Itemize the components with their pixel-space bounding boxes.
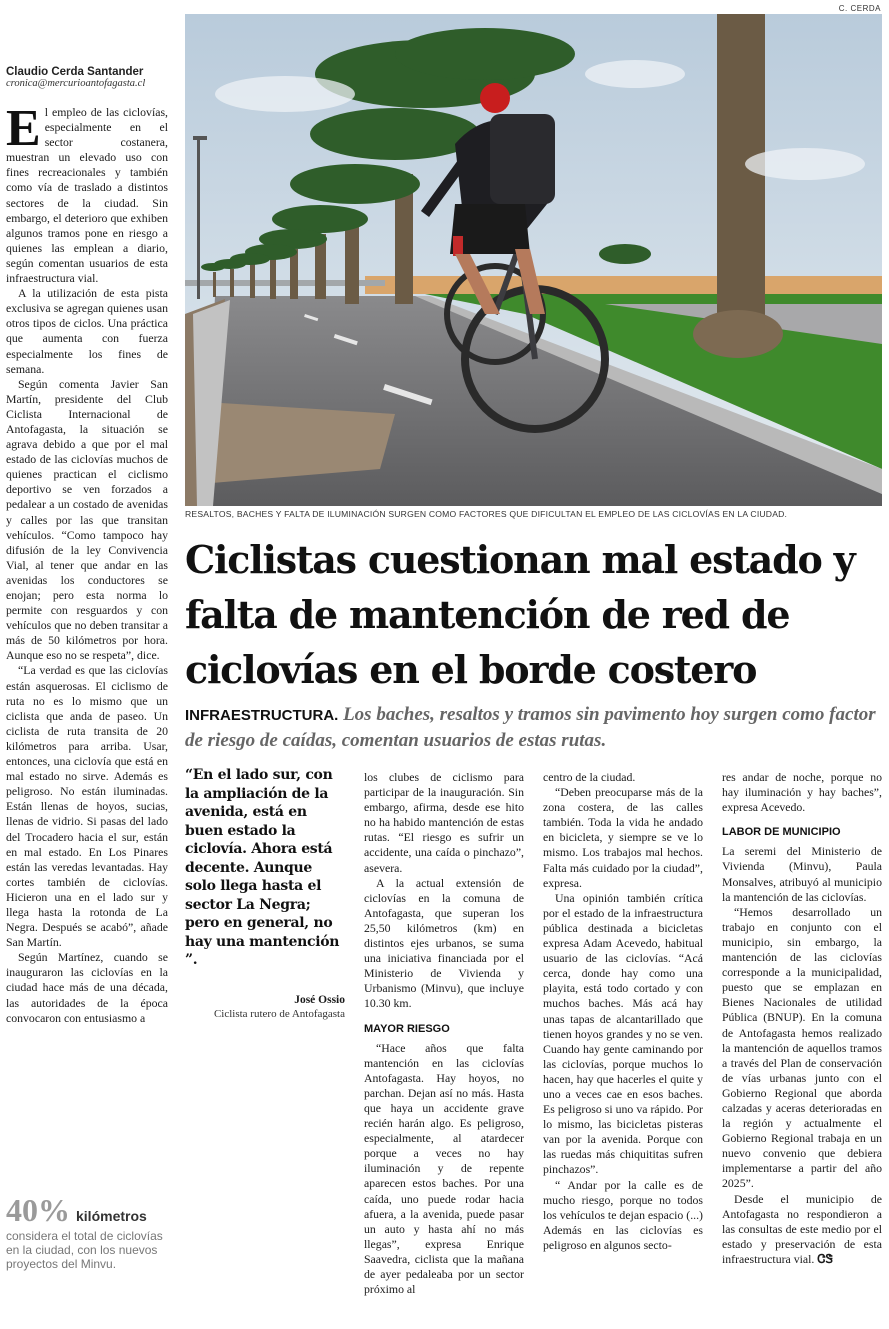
cyclist-photo xyxy=(185,14,882,506)
paragraph: los clubes de ciclismo para participar de la inauguración. Sin embargo, afirma, desde ese hito no ha habido mantención de estas rutas. “El riesgo es sufrir un accidente, una caída o pinchazo”, asevera. xyxy=(364,770,524,875)
quote-text: “En el lado sur, con la ampliación de la avenida, está en buen estado la ciclovía. Ahora está decente. Aunque solo llega hasta el sector La Negra; pero en general, no hay una mantención ”. xyxy=(185,767,340,968)
byline-author: Claudio Cerda Santander xyxy=(6,66,144,78)
column-3 xyxy=(722,770,882,1267)
paragraph: Según comenta Javier San Martín, presidente del Club Ciclista Internacional de Antofagasta, la situación se agrava debido a que por el mal estado de las ciclovías muchos de quienes practican el ciclismo deportivo se ven forzados a pedalear a un costado de avenidas y calles por las que transitan vehículos. “Como tampoco hay difusión de la ley Convivencia Vial, al tener que andar en las avenidas los conductores se enojan; pero esta norma lo permite con resguardos y con vehículos que no deben transitar a más de 50 kilómetros por hora. Aunque eso no se respeta”, dice. xyxy=(6,376,168,663)
left-column xyxy=(6,66,168,1026)
paragraph: Según Martínez, cuando se inauguraron las ciclovías en la ciudad hace más de una década, las autoridades de la época convocaron con entusiasmo a xyxy=(6,950,168,1025)
photo-credit: C. CERDA xyxy=(838,4,881,13)
stat-unit: kilómetros xyxy=(76,1208,147,1224)
paragraph: Una opinión también crítica por el estado de la infraestructura pública destinada a bicicletas expresa Adam Acevedo, habitual usuario de las ciclovías. “Acá cerca, donde hay como una playita, está todo cortado y con muchos baches. Más acá hay unas tapas de alcantarillado que tienen hoyos grandes y no se ven. Cuando hay gente caminando por las ciclovías, porque muchos lo hacen, hay que hacerles el quite y uno a veces cae en esos baches. Es peligroso si uno va rápido. Por lo mismo, las bicicletas pisteras van por la avenida. Porque con las ruedas más chiquititas sufren pinchazos”. xyxy=(543,890,703,1177)
stat-description: considera el total de ciclovías en la ciudad, con los nuevos proyectos del Minvu. xyxy=(6,1229,163,1271)
deck-text: Los baches, resaltos y tramos sin pavimento hoy surgen como factor de riesgo de caídas, comentan usuarios de estas rutas. xyxy=(185,704,876,751)
subhead: LABOR DE MUNICIPIO xyxy=(722,826,841,839)
paragraph: La seremi del Ministerio de Vivienda (Minvu), Paula Monsalves, atribuyó al municipio la mantención de las ciclovías. xyxy=(722,844,882,904)
paragraph xyxy=(722,1192,882,1267)
subhead: MAYOR RIESGO xyxy=(364,1022,450,1035)
quote-role: Ciclista rutero de Antofagasta xyxy=(213,1007,345,1020)
closing-text: Desde el municipio de Antofagasta no respondieron a las consultas de este medio por el estado y preservación de esta infraestructura vial. xyxy=(722,1191,882,1266)
paragraph: res andar de noche, porque no hay iluminación y hay baches”, expresa Acevedo. xyxy=(722,770,882,815)
headline: Ciclistas cuestionan mal estado y falta de mantención de red de ciclovías en el borde costero xyxy=(185,537,855,692)
left-body xyxy=(6,100,168,1026)
quote-author: José Ossio xyxy=(294,993,345,1006)
cyclist-photo-illustration xyxy=(185,14,882,506)
paragraph: “Hace años que falta mantención en las ciclovías Antofagasta. Hay hoyos, no parchan. Dejan así no más. Hasta que haya un accidente grave recién harán algo. Es peligroso, especialmente, al atardecer porque a veces no hay iluminación y de repente aparecen estos baches. Por una caída, uno puede rodar hacia afuera, a la avenida, puede pasar un auto y hasta ahí no más llegas”, expresa Enrique Saavedra, ciclista que la mañana de ayer pedaleaba por un sector próximo al xyxy=(364,1040,524,1297)
deck xyxy=(185,702,882,753)
column-1 xyxy=(364,770,524,1297)
stat-number: 40% xyxy=(6,1192,70,1228)
end-mark-icon: ᏣᏕ xyxy=(817,1251,833,1266)
pull-quote xyxy=(185,766,345,1020)
photo-caption: RESALTOS, BACHES Y FALTA DE ILUMINACIÓN SURGEN COMO FACTORES QUE DIFICULTAN EL EMPLEO DE LAS CICLOVÍAS EN LA CIUDAD. xyxy=(185,509,788,519)
paragraph: A la utilización de esta pista exclusiva se agregan quienes usan otros tipos de ciclos. Una práctica que aumenta con fuerza especialmente los fines de semana. xyxy=(6,286,168,376)
paragraph: “La verdad es que las ciclovías están asquerosas. El ciclismo de ruta no es lo mismo que un ciclista que anda de paseo. Un ciclista de ruta transita de 20 kilómetros para arriba. Usar, entonces, una ciclovía que está en mal estado no sirve. Además es peligroso. No están iluminadas. Están llenas de hoyos, sucias, llenas de vidrio. Si pasas del lado del Trocadero hacia el sur, están en mal estado. En Los Pinares están las veredas levantadas. Hay cortes también de ciclovías. Hicieron una en el lado sur y llega hasta la rotonda de La Negra. Después se acabó”, añade San Martín. xyxy=(6,663,168,950)
byline-email: cronica@mercurioantofagasta.cl xyxy=(6,78,146,89)
dropcap: E xyxy=(6,100,41,157)
paragraph: “ Andar por la calle es de mucho riesgo, porque no todos los vehículos te dejan espacio (...) Además en las ciclovías es peligroso en algunos secto- xyxy=(543,1177,703,1252)
paragraph: “Deben preocuparse más de la zona costera, de las calles también. Toda la vida he andado en bicicleta, y siempre se ve lo mismo. Los trabajos mal hechos. Falta más cuidado por la ciudad”, expresa. xyxy=(543,785,703,890)
lead-paragraph xyxy=(6,100,168,286)
paragraph: “Hemos desarrollado un trabajo en conjunto con el municipio, sin embargo, la mantención de las ciclovías corresponde a la municipalidad, puesto que se emplazan en Bienes Nacionales de utilidad Pública (BNUP). En la comuna de Antofagasta hemos realizado la mantención de aquellos tramos a través del Plan de conservación de vías urbanas junto con el Gobierno Regional que aborda calzadas y aceras deterioradas en la región y actualmente el Gobierno Regional trabaja en un nuevo convenio que debiera implementarse a partir del año 2025”. xyxy=(722,904,882,1191)
stat-box xyxy=(6,1192,176,1271)
paragraph: centro de la ciudad. xyxy=(543,770,636,784)
lead-text: l empleo de las ciclovías, especialmente en el sector costanera, muestran un elevado uso con fines recreacionales y también como vía de traslado a distintos sectores de la ciudad. Sin embargo, el deterioro que exhiben algunos tramos pone en riesgo a quienes las emplean a diario, según comentan usuarios de esta infraestructura vial. xyxy=(6,105,168,286)
deck-label: INFRAESTRUCTURA. xyxy=(185,707,339,724)
paragraph: A la actual extensión de ciclovías en la comuna de Antofagasta, que superan los 25,50 kilómetros (km) en distintos ejes urbanos, se suma una iniciativa financiada por el Ministerio de Vivienda y Urbanismo (Minvu), que incluye 10.30 km. xyxy=(364,875,524,1011)
column-2 xyxy=(543,770,703,1253)
